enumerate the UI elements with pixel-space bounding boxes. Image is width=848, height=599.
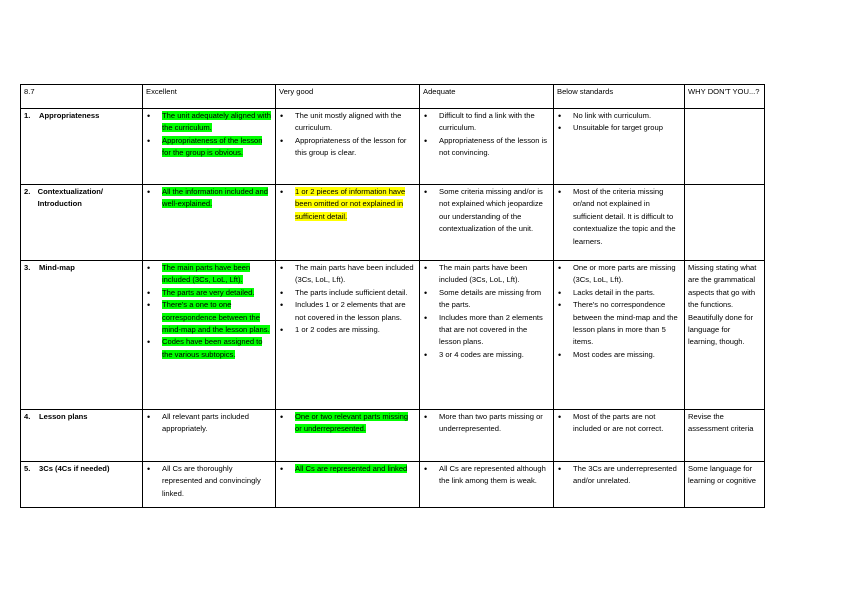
highlighted-text: All Cs are represented and linked [295, 464, 408, 473]
list-item: • Some details are missing from the parts. [423, 287, 550, 312]
header-very-good: Very good [276, 85, 420, 109]
row-number: 2. [24, 187, 31, 196]
criterion-cell [21, 410, 143, 462]
list-item: • Some criteria missing and/or is not explained which jeopardize our understanding of the contextualization of the unit. [423, 186, 550, 236]
criterion-cell [21, 261, 143, 410]
list-item: • 3 or 4 codes are missing. [423, 349, 550, 361]
highlighted-text: Appropriateness of the lesson for the group is obvious. [162, 135, 263, 158]
table-row [21, 185, 765, 261]
criterion-cell [21, 462, 143, 508]
list-item: • All Cs are represented although the link among them is weak. [423, 463, 550, 488]
list-item [279, 186, 416, 223]
list-item: • Lacks detail in the parts. [557, 287, 681, 299]
list-item [146, 135, 272, 160]
list-item: • Most of the criteria missing or/and not explained in sufficient detail. It is difficult to contextualize the topic and the learners. [557, 186, 681, 248]
list-item [146, 110, 272, 135]
excellent-cell [143, 185, 276, 261]
highlighted-text: The main parts have been included (3Cs, LoL, Lft). [162, 263, 251, 285]
below-standards-cell [554, 410, 685, 462]
very-good-cell [276, 185, 420, 261]
why-cell [685, 185, 765, 261]
list-item: • There's no correspondence between the mind-map and the lesson plans in more than 5 items. [557, 299, 681, 349]
list-item [146, 299, 272, 336]
list-item: • No link with curriculum. [557, 110, 681, 122]
very-good-cell [276, 410, 420, 462]
why-cell: Revise the assessment criteria [685, 410, 765, 462]
table-row [21, 109, 765, 185]
header-why: WHY DON'T YOU...? [685, 85, 765, 109]
list-item: • One or more parts are missing (3Cs, LoL, Lft). [557, 262, 681, 287]
criterion-label: Appropriateness [39, 111, 100, 120]
adequate-cell [420, 261, 554, 410]
very-good-cell [276, 109, 420, 185]
adequate-cell [420, 109, 554, 185]
highlighted-text: There's a one to one correspondence between the mind-map and the lesson plans. [162, 300, 270, 335]
list-item: • Most of the parts are not included or are not correct. [557, 411, 681, 436]
list-item: • All relevant parts included appropriately. [146, 411, 272, 436]
adequate-cell [420, 462, 554, 508]
row-number: 1. [24, 111, 31, 120]
list-item [279, 463, 416, 475]
highlighted-text: The unit adequately aligned with the curriculum. [162, 111, 271, 133]
row-number: 5. [24, 464, 31, 473]
adequate-cell [420, 410, 554, 462]
list-item: • All Cs are thoroughly represented and convincingly linked. [146, 463, 272, 500]
below-standards-cell [554, 462, 685, 508]
very-good-cell [276, 462, 420, 508]
header-row [21, 85, 765, 109]
list-item: • The main parts have been included (3Cs, LoL, Lft). [279, 262, 416, 287]
list-item: • Difficult to find a link with the curriculum. [423, 110, 550, 135]
highlighted-text: 1 or 2 pieces of information have been omitted or not explained in sufficient detail. [295, 187, 406, 221]
excellent-cell [143, 410, 276, 462]
why-cell: Missing stating what are the grammatical aspects that go with the functions. Beautifully done for language for learning, though. [685, 261, 765, 410]
list-item [146, 186, 272, 211]
table-row [21, 462, 765, 508]
below-standards-cell [554, 109, 685, 185]
why-cell [685, 109, 765, 185]
header-adequate: Adequate [420, 85, 554, 109]
list-item: • Includes more than 2 elements that are not covered in the lesson plans. [423, 312, 550, 349]
row-number: 4. [24, 412, 31, 421]
header-excellent: Excellent [143, 85, 276, 109]
list-item [146, 262, 272, 287]
below-standards-cell [554, 185, 685, 261]
list-item [279, 411, 416, 436]
list-item: • The unit mostly aligned with the curriculum. [279, 110, 416, 135]
list-item: • Most codes are missing. [557, 349, 681, 361]
list-item: • Includes 1 or 2 elements that are not covered in the lesson plans. [279, 299, 416, 324]
list-item: • The 3Cs are underrepresented and/or unrelated. [557, 463, 681, 488]
row-number: 3. [24, 263, 31, 272]
criterion-label: 3Cs (4Cs if needed) [39, 464, 110, 473]
criterion-label: Lesson plans [39, 412, 88, 421]
list-item: • The parts include sufficient detail. [279, 287, 416, 299]
criterion-label: Mind-map [39, 263, 75, 272]
very-good-cell [276, 261, 420, 410]
table-row [21, 261, 765, 410]
highlighted-text: The parts are very detailed. [162, 287, 255, 297]
header-below-standards: Below standards [554, 85, 685, 109]
excellent-cell [143, 261, 276, 410]
excellent-cell [143, 462, 276, 508]
criterion-label: Contextualization/ Introduction [37, 187, 104, 209]
list-item: • Appropriateness of the lesson for this group is clear. [279, 135, 416, 160]
list-item: • Appropriateness of the lesson is not convincing. [423, 135, 550, 160]
excellent-cell [143, 109, 276, 185]
highlighted-text: One or two relevant parts missing or underrepresented. [295, 412, 409, 434]
list-item: • Unsuitable for target group [557, 122, 681, 134]
rubric-table [20, 84, 765, 508]
adequate-cell [420, 185, 554, 261]
list-item: • More than two parts missing or underrepresented. [423, 411, 550, 436]
criterion-cell [21, 109, 143, 185]
criterion-cell [21, 185, 143, 261]
highlighted-text: Codes have been assigned to the various subtopics. [162, 337, 263, 359]
why-cell: Some language for learning or cognitive [685, 462, 765, 508]
list-item [146, 336, 272, 361]
table-row [21, 410, 765, 462]
list-item: • The main parts have been included (3Cs, LoL, Lft). [423, 262, 550, 287]
list-item [146, 287, 272, 299]
list-item: • 1 or 2 codes are missing. [279, 324, 416, 336]
highlighted-text: All the information included and well-explained. [162, 187, 268, 209]
below-standards-cell [554, 261, 685, 410]
header-code: 8.7 [21, 85, 143, 109]
